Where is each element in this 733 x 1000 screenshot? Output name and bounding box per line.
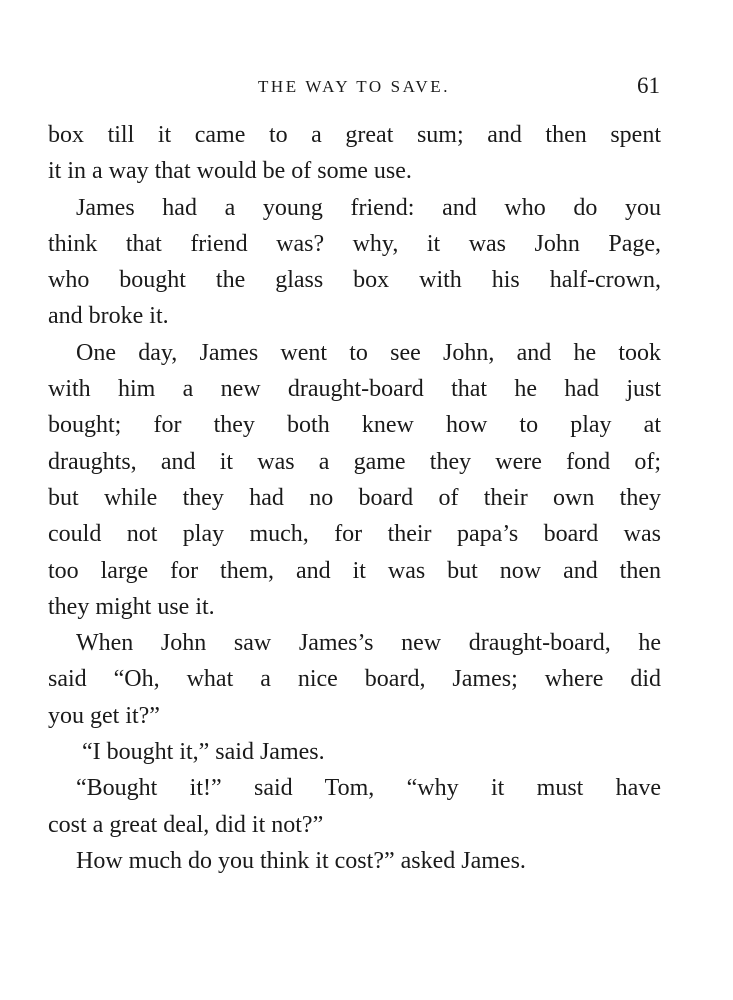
text-line: it in a way that would be of some use. <box>48 158 412 185</box>
text-line: they might use it. <box>48 593 215 620</box>
text-line: too large for them, and it was but now and then <box>48 557 661 584</box>
text-line: could not play much, for their papa’s board was <box>48 521 661 548</box>
paragraph-start-line: James had a young friend: and who do you <box>76 194 661 221</box>
paragraph-start-line: One day, James went to see John, and he took <box>76 339 661 366</box>
running-title: THE WAY TO SAVE. <box>257 77 451 96</box>
text-line: who bought the glass box with his half-crown, <box>48 267 661 294</box>
text-line: box till it came to a great sum; and then spent <box>48 122 661 148</box>
paragraph-start-line: “I bought it,” said James. <box>82 739 325 766</box>
paragraph-start-line: How much do you think it cost?” asked James. <box>76 847 526 874</box>
text-line: draughts, and it was a game they were fond of; <box>48 448 661 475</box>
paragraph-start-line: When John saw James’s new draught-board, he <box>76 630 661 657</box>
text-line: and broke it. <box>48 303 169 330</box>
running-head <box>48 73 660 103</box>
text-line: with him a new draught-board that he had just <box>48 376 661 403</box>
body-text <box>48 117 661 879</box>
text-line: said “Oh, what a nice board, James; where did <box>48 666 661 693</box>
text-line: but while they had no board of their own they <box>48 484 661 511</box>
page-number: 61 <box>637 73 660 98</box>
text-line: think that friend was? why, it was John Page, <box>48 230 661 257</box>
text-line: cost a great deal, did it not?” <box>48 811 324 838</box>
text-line: bought; for they both knew how to play at <box>48 412 661 439</box>
text-line: you get it?” <box>48 702 160 729</box>
paragraph-start-line: “Bought it!” said Tom, “why it must have <box>76 775 661 802</box>
